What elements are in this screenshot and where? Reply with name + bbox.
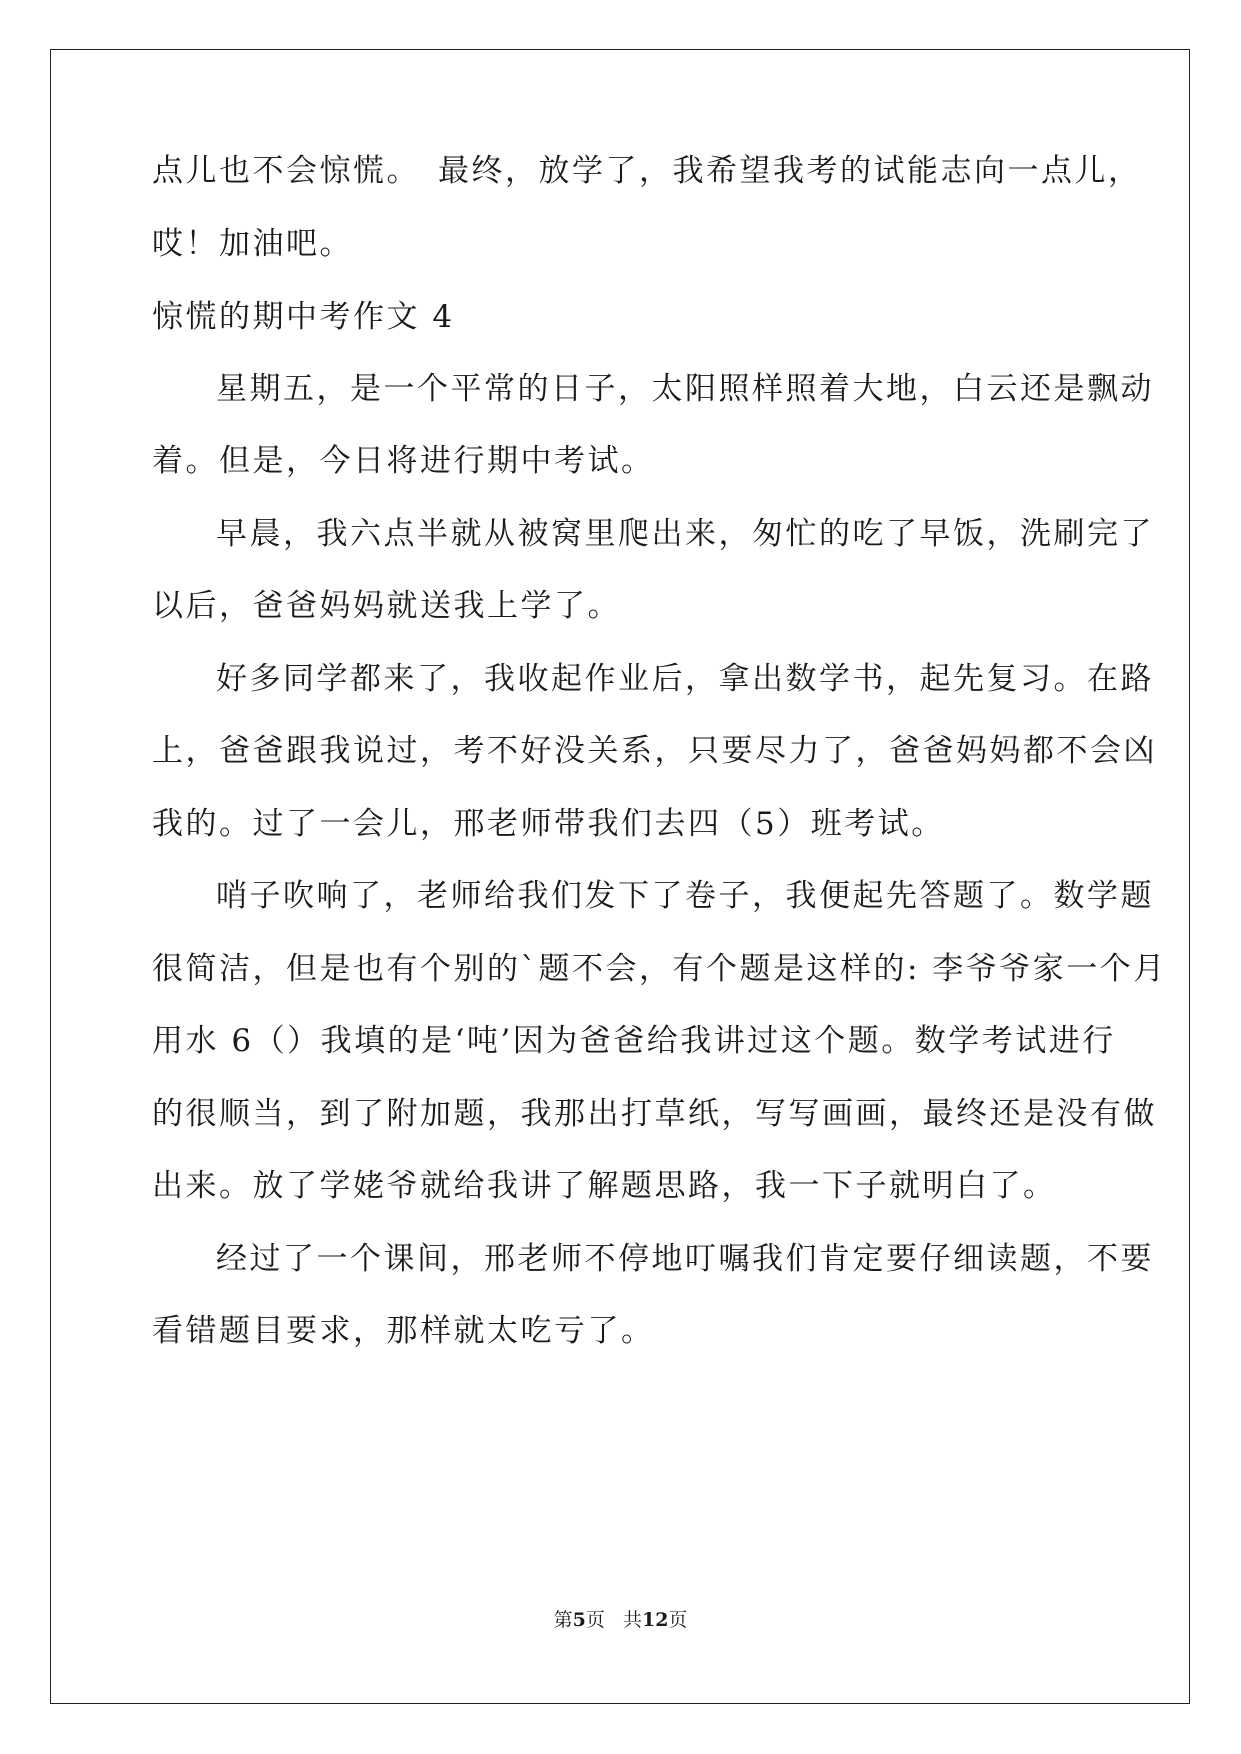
text-line: 出来。放了学姥爷就给我讲了解题思路，我一下子就明白了。	[152, 1168, 1057, 1204]
paragraph-line: 经过了一个课间，邢老师不停地叮嘱我们肯定要仔细读题，不要	[216, 1241, 1154, 1277]
total-pages: 12	[641, 1609, 669, 1631]
footer-total-prefix: 共	[622, 1609, 642, 1631]
text-line: 看错题目要求，那样就太吃亏了。	[152, 1313, 655, 1349]
text-line: 着。但是，今日将进行期中考试。	[152, 443, 655, 479]
paragraph-line: 哨子吹响了，老师给我们发下了卷子，我便起先答题了。数学题	[216, 878, 1154, 914]
page-number: 5	[572, 1609, 586, 1631]
paragraph-line: 早晨，我六点半就从被窝里爬出来，匆忙的吃了早饭，洗刷完了	[216, 516, 1154, 552]
footer-total-unit: 页	[668, 1609, 688, 1631]
text-line: 我的。过了一会儿，邢老师带我们去四（5）班考试。	[152, 806, 945, 842]
paragraph-line: 好多同学都来了，我收起作业后，拿出数学书，起先复习。在路	[216, 661, 1154, 697]
paragraph-line: 星期五，是一个平常的日子，太阳照样照着大地，白云还是飘动	[216, 371, 1154, 407]
text-line: 哎！加油吧。	[152, 226, 353, 262]
footer-prefix: 第	[553, 1609, 573, 1631]
section-heading: 惊慌的期中考作文 4	[152, 299, 455, 335]
text-line: 上，爸爸跟我说过，考不好没关系，只要尽力了，爸爸妈妈都不会凶	[152, 733, 1157, 769]
text-line: 点儿也不会惊慌。 最终，放学了，我希望我考的试能志向一点儿，	[152, 153, 1142, 189]
text-line: 很简洁，但是也有个别的`题不会，有个题是这样的: 李爷爷家一个月	[152, 951, 1167, 987]
text-line: 的很顺当，到了附加题，我那出打草纸，写写画画，最终还是没有做	[152, 1096, 1157, 1132]
text-line: 用水 6（）我填的是‘吨’因为爸爸给我讲过这个题。数学考试进行	[152, 1023, 1116, 1059]
footer-page-unit: 页	[585, 1609, 605, 1631]
page-footer	[0, 1608, 1241, 1632]
text-line: 以后，爸爸妈妈就送我上学了。	[152, 588, 621, 624]
